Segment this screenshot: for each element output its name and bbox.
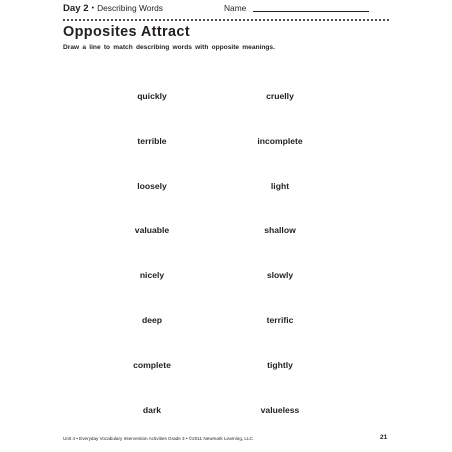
left-word[interactable]: dark bbox=[142, 405, 162, 415]
left-word[interactable]: valuable bbox=[134, 225, 170, 235]
left-word[interactable]: deep bbox=[141, 315, 163, 325]
bullet-separator: • bbox=[91, 5, 95, 12]
name-label: Name bbox=[224, 3, 247, 13]
left-word[interactable]: complete bbox=[133, 360, 171, 370]
right-word[interactable]: light bbox=[270, 181, 290, 191]
page-header bbox=[63, 1, 390, 15]
left-word[interactable]: terrible bbox=[137, 136, 167, 146]
page-title: Opposites Attract bbox=[63, 24, 191, 40]
left-word[interactable]: quickly bbox=[137, 91, 167, 101]
right-word[interactable]: cruelly bbox=[266, 91, 294, 101]
right-word[interactable]: slowly bbox=[266, 270, 294, 280]
right-word[interactable]: valueless bbox=[260, 405, 300, 415]
dotted-divider bbox=[63, 19, 389, 21]
name-input-line[interactable] bbox=[253, 11, 369, 12]
topic-label: Describing Words bbox=[97, 3, 163, 13]
day-label: Day 2 bbox=[63, 3, 89, 14]
right-word[interactable]: shallow bbox=[264, 225, 296, 235]
page-number: 21 bbox=[380, 434, 388, 441]
left-word[interactable]: nicely bbox=[139, 270, 165, 280]
left-word[interactable]: loosely bbox=[137, 181, 167, 191]
instructions: Draw a line to match describing words with opposite meanings. bbox=[63, 44, 275, 51]
right-word[interactable]: tightly bbox=[267, 360, 293, 370]
footer-credit: Unit 4 • Everyday Vocabulary Intervention Activities Grade 3 • ©2011 Newmark Learning, LLC bbox=[63, 436, 253, 441]
right-word[interactable]: terrific bbox=[266, 315, 294, 325]
right-word[interactable]: incomplete bbox=[257, 136, 303, 146]
